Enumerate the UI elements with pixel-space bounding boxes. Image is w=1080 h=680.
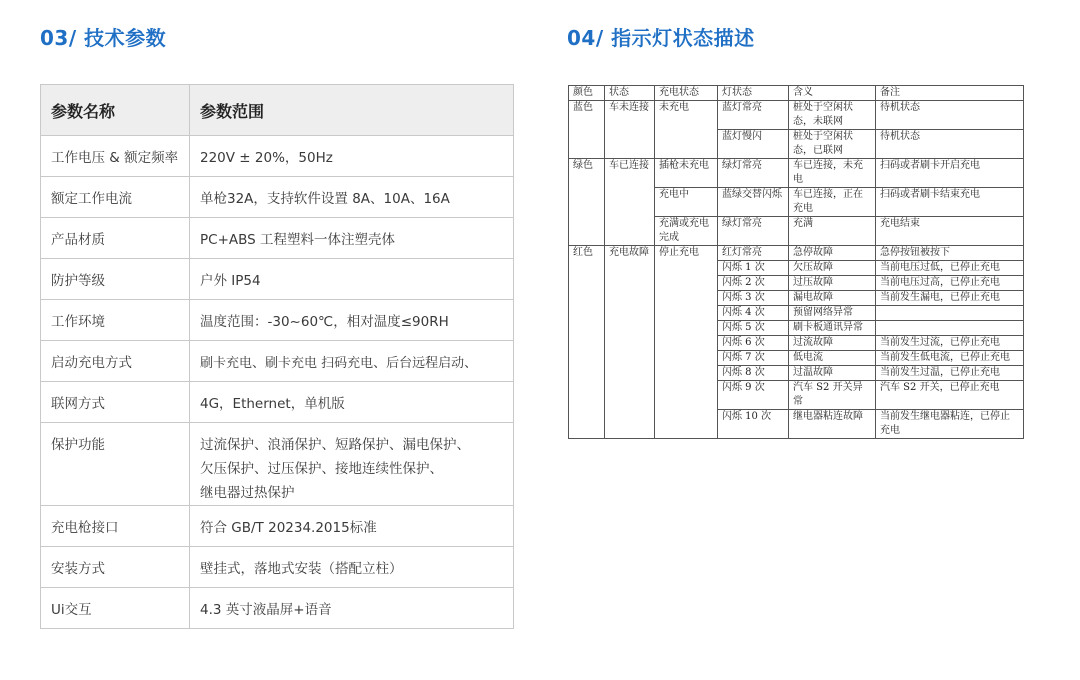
led-charge-state: 插枪未充电 (655, 159, 718, 188)
param-name: 工作环境 (41, 300, 190, 341)
params-header-row (41, 85, 514, 136)
header-state: 状态 (605, 86, 655, 101)
header-meaning: 含义 (789, 86, 876, 101)
led-note: 扫码或者刷卡开启充电 (876, 159, 1024, 188)
led-note: 当前发生继电器粘连，已停止充电 (876, 410, 1024, 439)
led-meaning: 汽车 S2 开关异常 (789, 381, 876, 410)
led-charge-state: 充满或充电完成 (655, 217, 718, 246)
param-name: 产品材质 (41, 218, 190, 259)
param-value: PC+ABS 工程塑料一体注塑壳体 (190, 218, 514, 259)
param-value (190, 423, 514, 506)
led-light: 闪烁 10 次 (718, 410, 789, 439)
led-light: 蓝绿交替闪烁 (718, 188, 789, 217)
led-meaning: 过压故障 (789, 276, 876, 291)
led-meaning: 欠压故障 (789, 261, 876, 276)
param-name: 保护功能 (41, 423, 190, 506)
led-light: 蓝灯常亮 (718, 101, 789, 130)
indicator-status-table (568, 85, 1024, 439)
led-meaning: 刷卡板通讯异常 (789, 321, 876, 336)
param-name: Ui交互 (41, 588, 190, 629)
header-light-state: 灯状态 (718, 86, 789, 101)
led-note: 汽车 S2 开关，已停止充电 (876, 381, 1024, 410)
table-row (569, 101, 1024, 130)
led-charge-state: 停止充电 (655, 246, 718, 439)
led-light: 红灯常亮 (718, 246, 789, 261)
led-light: 闪烁 6 次 (718, 336, 789, 351)
led-note: 充电结束 (876, 217, 1024, 246)
led-note (876, 306, 1024, 321)
param-value-line: 欠压保护、过压保护、接地连续性保护、 (200, 461, 443, 477)
param-name: 安装方式 (41, 547, 190, 588)
led-meaning: 车已连接，未充电 (789, 159, 876, 188)
table-row (41, 423, 514, 506)
param-name: 防护等级 (41, 259, 190, 300)
header-color: 颜色 (569, 86, 605, 101)
table-row (41, 300, 514, 341)
led-meaning: 继电器粘连故障 (789, 410, 876, 439)
led-note: 当前发生过温，已停止充电 (876, 366, 1024, 381)
table-row (41, 506, 514, 547)
param-value: 符合 GB/T 20234.2015标准 (190, 506, 514, 547)
param-name: 工作电压 & 额定频率 (41, 136, 190, 177)
led-state: 车已连接 (605, 159, 655, 246)
led-note: 扫码或者刷卡结束充电 (876, 188, 1024, 217)
led-light: 蓝灯慢闪 (718, 130, 789, 159)
led-meaning: 过温故障 (789, 366, 876, 381)
led-light: 闪烁 9 次 (718, 381, 789, 410)
led-light: 绿灯常亮 (718, 217, 789, 246)
led-light: 闪烁 8 次 (718, 366, 789, 381)
led-color-green: 绿色 (569, 159, 605, 246)
param-value: 单枪32A，支持软件设置 8A、10A、16A (190, 177, 514, 218)
table-row (41, 136, 514, 177)
param-value: 壁挂式，落地式安装（搭配立柱） (190, 547, 514, 588)
led-note (876, 321, 1024, 336)
table-row (569, 246, 1024, 261)
header-charge-state: 充电状态 (655, 86, 718, 101)
led-light: 闪烁 5 次 (718, 321, 789, 336)
table-row (41, 177, 514, 218)
led-meaning: 充满 (789, 217, 876, 246)
led-header-row (569, 86, 1024, 101)
param-name: 联网方式 (41, 382, 190, 423)
header-note: 备注 (876, 86, 1024, 101)
section-title-tech-params: 03/ 技术参数 (40, 26, 167, 50)
table-row (41, 218, 514, 259)
led-note: 当前发生过流，已停止充电 (876, 336, 1024, 351)
led-charge-state: 充电中 (655, 188, 718, 217)
led-color-red: 红色 (569, 246, 605, 439)
param-value-line: 继电器过热保护 (200, 485, 295, 501)
param-value: 温度范围：-30~60℃，相对温度≤90RH (190, 300, 514, 341)
led-note: 待机状态 (876, 101, 1024, 130)
led-meaning: 漏电故障 (789, 291, 876, 306)
led-charge-state: 未充电 (655, 101, 718, 159)
param-name: 充电枪接口 (41, 506, 190, 547)
led-light: 闪烁 4 次 (718, 306, 789, 321)
section-title-indicator-status: 04/ 指示灯状态描述 (567, 26, 755, 50)
led-meaning: 预留网络异常 (789, 306, 876, 321)
table-row (569, 159, 1024, 188)
led-light: 绿灯常亮 (718, 159, 789, 188)
led-meaning: 车已连接，正在充电 (789, 188, 876, 217)
led-note: 当前发生低电流，已停止充电 (876, 351, 1024, 366)
led-meaning: 急停故障 (789, 246, 876, 261)
led-light: 闪烁 1 次 (718, 261, 789, 276)
param-value-line: 过流保护、浪涌保护、短路保护、漏电保护、 (200, 437, 470, 453)
table-row (41, 588, 514, 629)
table-row (41, 259, 514, 300)
header-param-name: 参数名称 (41, 85, 190, 136)
led-light: 闪烁 7 次 (718, 351, 789, 366)
param-name: 额定工作电流 (41, 177, 190, 218)
param-value: 220V ± 20%，50Hz (190, 136, 514, 177)
param-value: 刷卡充电、刷卡充电 扫码充电、后台远程启动、 (190, 341, 514, 382)
led-note: 急停按钮被按下 (876, 246, 1024, 261)
led-state: 充电故障 (605, 246, 655, 439)
led-light: 闪烁 3 次 (718, 291, 789, 306)
led-color-blue: 蓝色 (569, 101, 605, 159)
table-row (41, 341, 514, 382)
led-meaning: 桩处于空闲状态，已联网 (789, 130, 876, 159)
led-note: 待机状态 (876, 130, 1024, 159)
led-meaning: 桩处于空闲状态，未联网 (789, 101, 876, 130)
led-note: 当前发生漏电，已停止充电 (876, 291, 1024, 306)
param-value: 4.3 英寸液晶屏+语音 (190, 588, 514, 629)
led-note: 当前电压过高，已停止充电 (876, 276, 1024, 291)
led-light: 闪烁 2 次 (718, 276, 789, 291)
tech-params-table (40, 84, 514, 629)
led-note: 当前电压过低，已停止充电 (876, 261, 1024, 276)
param-value: 4G，Ethernet，单机版 (190, 382, 514, 423)
table-row (41, 382, 514, 423)
led-meaning: 过流故障 (789, 336, 876, 351)
header-param-range: 参数范围 (190, 85, 514, 136)
table-row (41, 547, 514, 588)
param-value: 户外 IP54 (190, 259, 514, 300)
led-meaning: 低电流 (789, 351, 876, 366)
led-state: 车未连接 (605, 101, 655, 159)
param-name: 启动充电方式 (41, 341, 190, 382)
